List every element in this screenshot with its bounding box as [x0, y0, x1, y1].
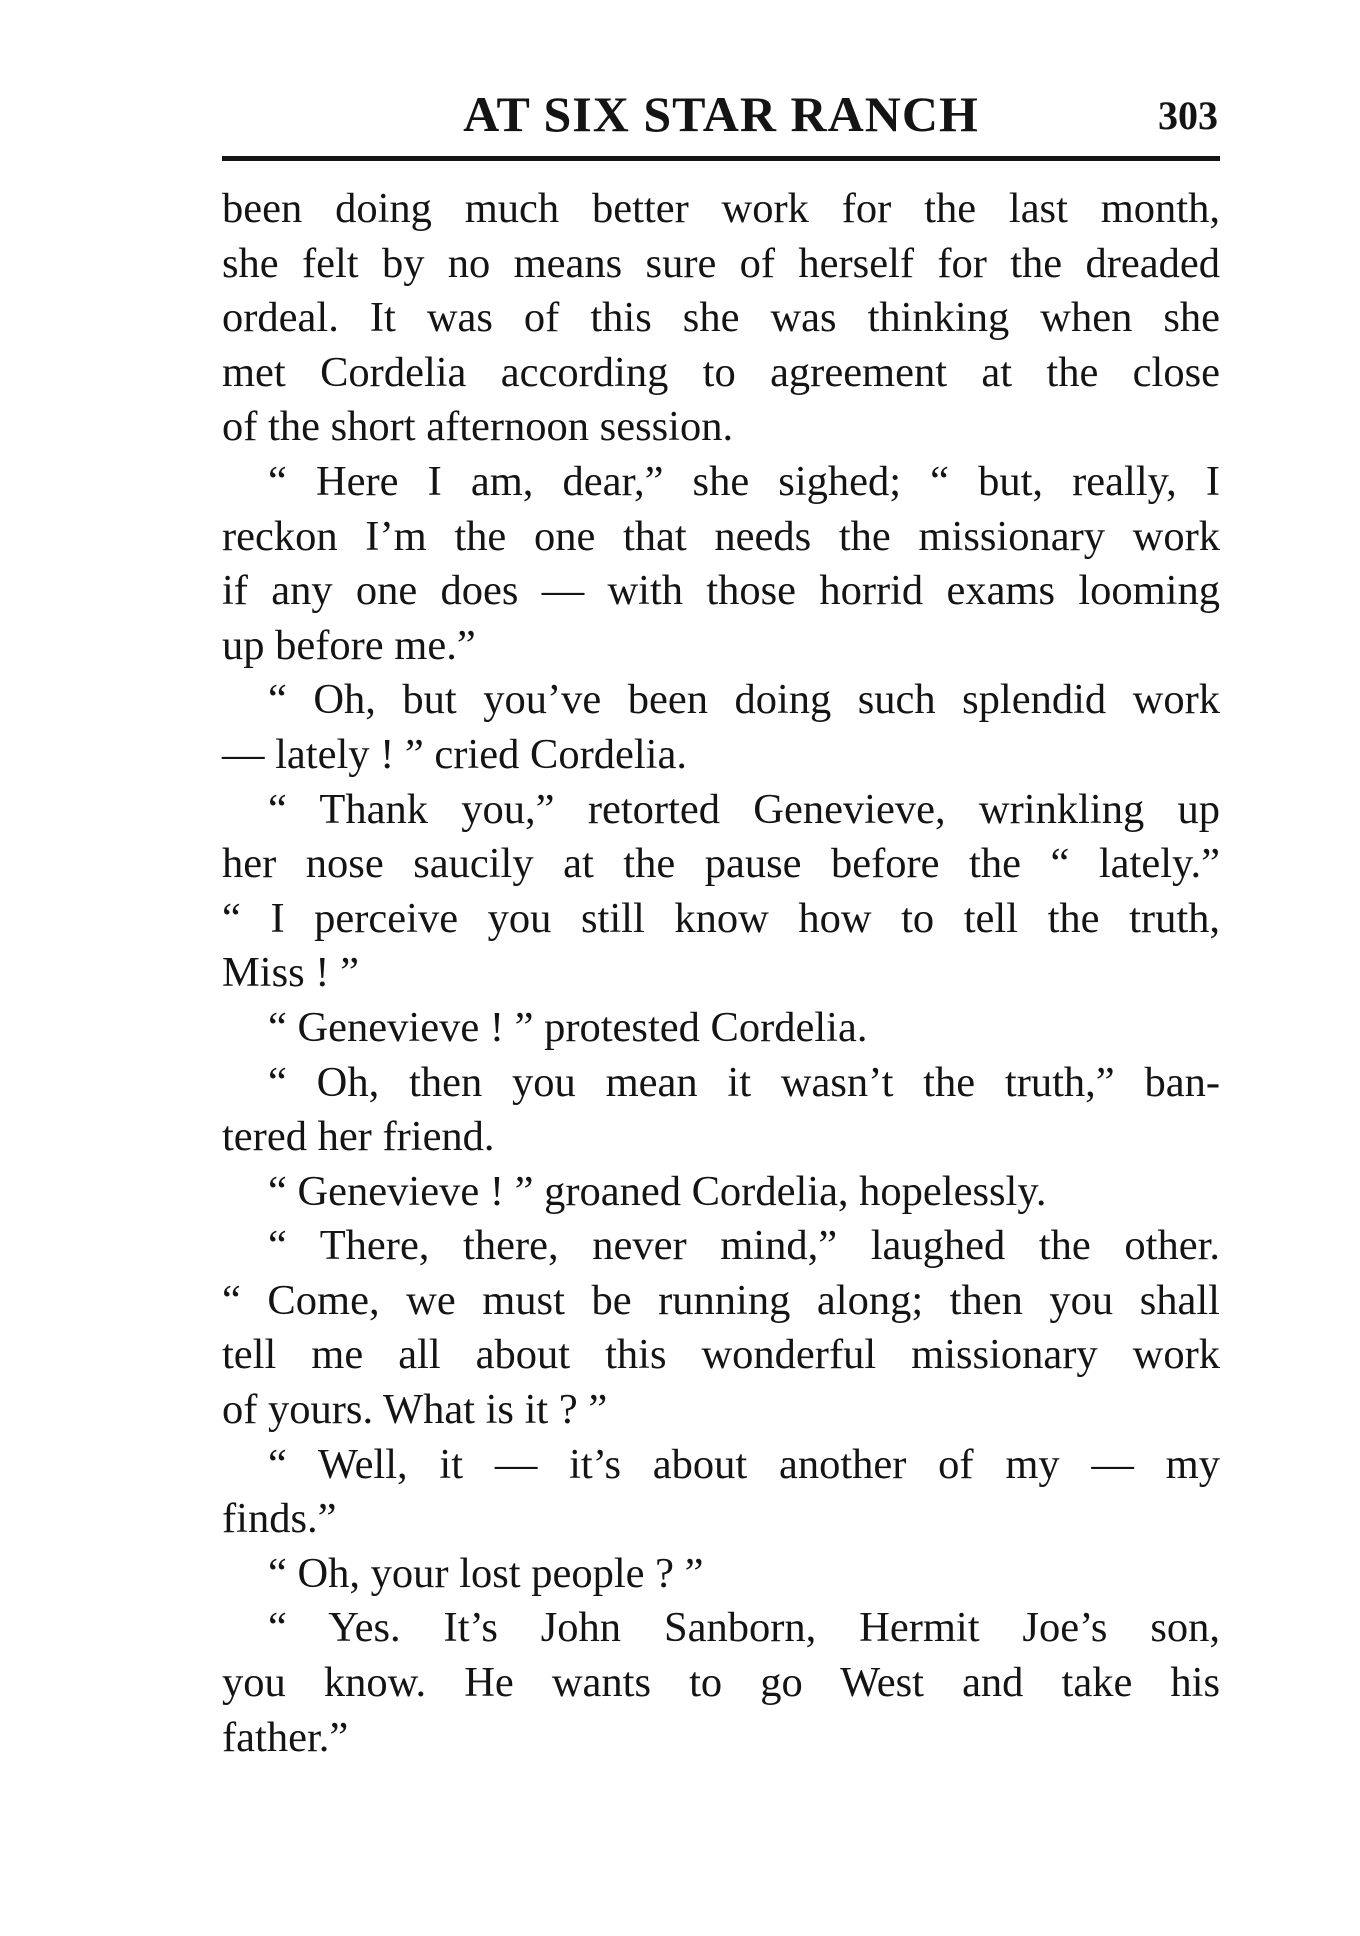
text-line: finds.” — [222, 1495, 337, 1543]
text-line: “ Genevieve ! ” groaned Cordelia, hopelessly. — [268, 1167, 1047, 1215]
text-line: of the short afternoon session. — [222, 403, 734, 451]
text-line: reckon I’m the one that needs the missionary work — [222, 512, 1220, 560]
text-line: “ Here I am, dear,” she sighed; “ but, really, I — [268, 457, 1220, 505]
text-line: you know. He wants to go West and take his — [222, 1659, 1220, 1707]
text-line: her nose saucily at the pause before the “ lately.” — [222, 840, 1220, 888]
text-line: met Cordelia according to agreement at the close — [222, 348, 1220, 396]
text-line: “ Well, it — it’s about another of my — my — [268, 1440, 1220, 1488]
page-number: 303 — [1158, 93, 1218, 138]
text-line: “ Come, we must be running along; then you shall — [222, 1276, 1220, 1324]
text-line: “ Thank you,” retorted Genevieve, wrinkling up — [268, 785, 1220, 833]
body-text — [222, 182, 1220, 1765]
text-line: “ I perceive you still know how to tell the truth, — [222, 894, 1220, 942]
text-line: “ Oh, but you’ve been doing such splendid work — [268, 676, 1220, 724]
text-line: “ Yes. It’s John Sanborn, Hermit Joe’s son, — [268, 1604, 1220, 1652]
text-line: of yours. What is it ? ” — [222, 1386, 608, 1434]
text-line: up before me.” — [222, 621, 476, 669]
text-line: “ Oh, then you mean it wasn’t the truth,” ban- — [268, 1058, 1220, 1106]
text-line: tell me all about this wonderful missionary work — [222, 1331, 1220, 1379]
text-line: Miss ! ” — [222, 949, 359, 997]
text-line: — lately ! ” cried Cordelia. — [222, 730, 687, 778]
header-rule — [222, 156, 1220, 161]
text-line: ordeal. It was of this she was thinking when she — [222, 294, 1220, 342]
text-line: been doing much better work for the last month, — [222, 185, 1220, 232]
text-line: she felt by no means sure of herself for the dreaded — [222, 239, 1220, 287]
text-line: if any one does — with those horrid exams looming — [222, 567, 1220, 615]
text-line: father.” — [222, 1713, 349, 1761]
text-line: “ There, there, never mind,” laughed the other. — [268, 1222, 1220, 1270]
text-line: tered her friend. — [222, 1113, 495, 1161]
text-line: “ Oh, your lost people ? ” — [268, 1549, 704, 1597]
running-title: AT SIX STAR RANCH — [463, 86, 979, 142]
page-header — [222, 78, 1220, 150]
text-line: “ Genevieve ! ” protested Cordelia. — [268, 1003, 868, 1051]
